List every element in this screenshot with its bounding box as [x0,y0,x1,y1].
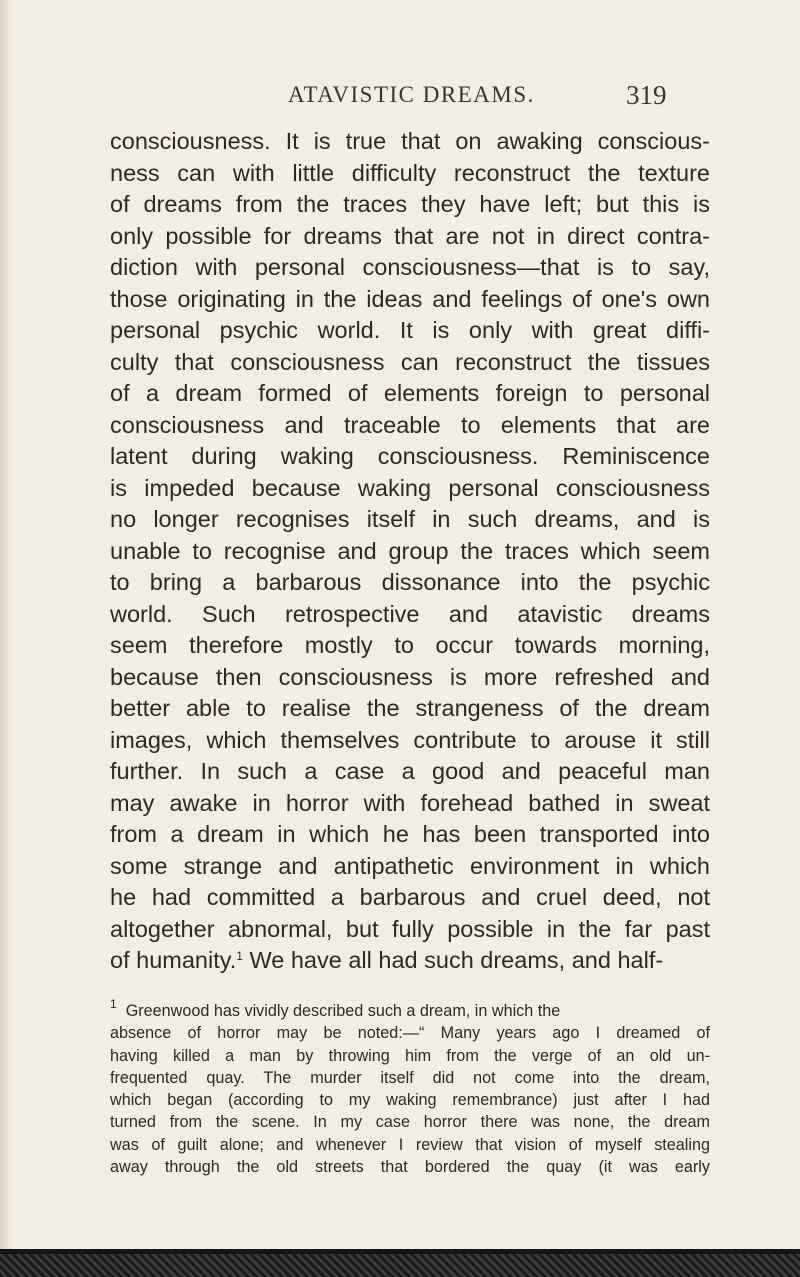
body-line: consciousness and traceable to elements that are [110,411,710,438]
running-title: ATAVISTIC DREAMS. [288,82,535,107]
footnote-first-line-text: Greenwood has vividly described such a dream, in which the [125,1002,561,1020]
body-line: ness can with little difficulty reconstruct the texture [110,159,710,186]
body-line: personal psychic world. It is only with great diffi- [110,317,710,343]
body-line: may awake in horror with forehead bathed in sweat [110,789,710,816]
body-line: seem therefore mostly to occur towards morning, [110,632,710,658]
body-line: of a dream formed of elements foreign to personal [110,380,710,406]
footnote-first-line [110,997,710,1022]
running-header [0,80,800,120]
scan-edge-band [0,1254,800,1277]
body-line: latent during waking consciousness. Reminiscence [110,443,710,469]
body-line: unable to recognise and group the traces which seem [110,537,710,564]
footnote-marker: 1 [110,997,117,1011]
footnote-line: which began (according to my waking remembrance) just after I had [110,1091,710,1110]
body-line: better able to realise the strangeness of the dream [110,695,710,721]
footnote-line: turned from the scene. In my case horror there was none, the dream [110,1113,710,1132]
footnote-reference: 1 [236,949,243,963]
body-line: culty that consciousness can reconstruct the tissues [110,348,710,375]
body-line: some strange and antipathetic environment in which [110,852,710,879]
page-number: 319 [626,80,667,110]
body-line: further. In such a case a good and peaceful man [110,758,710,784]
footnote-block [110,997,710,1178]
body-line: is impeded because waking personal consciousness [110,474,710,501]
body-line: altogether abnormal, but fully possible in the far past [110,915,710,942]
body-line: consciousness. It is true that on awaking conscious- [110,128,710,154]
body-last-line-end: We have all had such dreams, and half- [242,947,664,973]
body-line: world. Such retrospective and atavistic dreams [110,600,710,627]
footnote-line: away through the old streets that bordered the quay (it was early [110,1158,710,1177]
footnote-line: was of guilt alone; and whenever I review that vision of myself stealing [110,1135,710,1154]
body-line: he had committed a barbarous and cruel deed, not [110,884,710,910]
body-last-line-start: of humanity. [110,947,237,973]
footnote-line: frequented quay. The murder itself did not come into the dream, [110,1068,710,1087]
footnote-line: absence of horror may be noted:—“ Many years ago I dreamed of [110,1024,710,1043]
body-line: to bring a barbarous dissonance into the psychic [110,569,710,595]
page-gutter-shadow [0,0,14,1277]
body-line: because then consciousness is more refreshed and [110,663,710,690]
footnote-line: having killed a man by throwing him from the verge of an old un- [110,1046,710,1065]
body-line: from a dream in which he has been transported into [110,821,710,847]
body-line: diction with personal consciousness—that is to say, [110,254,710,280]
body-line: those originating in the ideas and feelings of one's own [110,285,710,312]
body-last-line [110,945,663,976]
body-line: images, which themselves contribute to arouse it still [110,726,710,753]
body-line: only possible for dreams that are not in direct contra- [110,222,710,249]
body-line: no longer recognises itself in such dreams, and is [110,506,710,532]
body-line: of dreams from the traces they have left; but this is [110,191,710,217]
